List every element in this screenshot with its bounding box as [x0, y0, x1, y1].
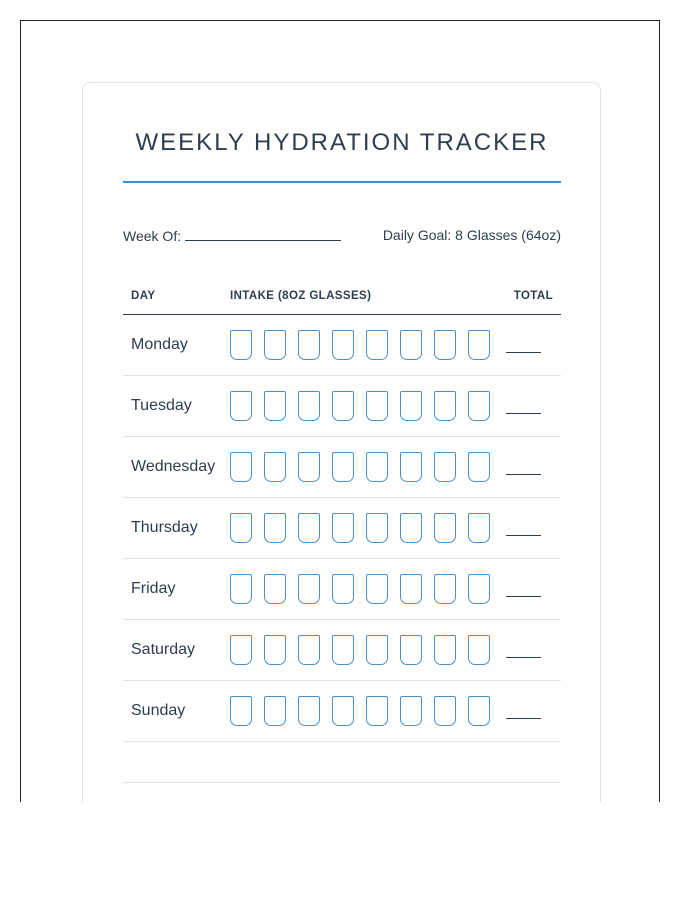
header-total: TOTAL — [513, 290, 553, 302]
day-label: Monday — [131, 336, 188, 353]
week-of — [123, 226, 341, 244]
day-label: Sunday — [131, 702, 186, 719]
glass-checkbox-icon[interactable] — [434, 513, 456, 543]
page-frame — [20, 20, 660, 802]
week-of-field[interactable] — [185, 226, 341, 241]
glass-checkbox-icon[interactable] — [366, 513, 388, 543]
glass-checkbox-icon[interactable] — [366, 574, 388, 604]
glass-checkbox-icon[interactable] — [366, 391, 388, 421]
title-divider — [123, 181, 561, 183]
glass-checkbox-icon[interactable] — [468, 696, 490, 726]
day-label: Tuesday — [131, 397, 192, 414]
glass-checkbox-icon[interactable] — [434, 391, 456, 421]
glass-checkbox-icon[interactable] — [230, 513, 252, 543]
glass-checkbox-icon[interactable] — [468, 330, 490, 360]
day-label: Saturday — [131, 641, 196, 658]
glass-checkbox-icon[interactable] — [434, 696, 456, 726]
meta-row — [123, 226, 561, 244]
glass-checkbox-icon[interactable] — [230, 696, 252, 726]
glass-checkbox-icon[interactable] — [298, 513, 320, 543]
total-field[interactable] — [506, 351, 541, 353]
total-field[interactable] — [506, 717, 541, 719]
glasses-group — [230, 574, 506, 604]
glass-checkbox-icon[interactable] — [434, 635, 456, 665]
glass-checkbox-icon[interactable] — [468, 452, 490, 482]
total-field[interactable] — [506, 473, 541, 475]
glass-checkbox-icon[interactable] — [298, 330, 320, 360]
table-row — [123, 620, 561, 681]
total-field[interactable] — [506, 534, 541, 536]
table-row — [123, 315, 561, 376]
glasses-group — [230, 696, 506, 726]
glass-checkbox-icon[interactable] — [230, 330, 252, 360]
glass-checkbox-icon[interactable] — [400, 696, 422, 726]
week-of-label: Week Of: — [123, 228, 182, 244]
glass-checkbox-icon[interactable] — [400, 330, 422, 360]
glass-checkbox-icon[interactable] — [332, 330, 354, 360]
glass-checkbox-icon[interactable] — [400, 635, 422, 665]
table-row — [123, 437, 561, 498]
glass-checkbox-icon[interactable] — [434, 574, 456, 604]
glass-checkbox-icon[interactable] — [366, 330, 388, 360]
glass-checkbox-icon[interactable] — [468, 574, 490, 604]
table-body — [123, 315, 561, 742]
glass-checkbox-icon[interactable] — [298, 452, 320, 482]
day-label: Friday — [131, 580, 176, 597]
day-label: Thursday — [131, 519, 198, 536]
glass-checkbox-icon[interactable] — [366, 696, 388, 726]
glass-checkbox-icon[interactable] — [468, 391, 490, 421]
glasses-group — [230, 452, 506, 482]
glass-checkbox-icon[interactable] — [332, 574, 354, 604]
total-field[interactable] — [506, 656, 541, 658]
glass-checkbox-icon[interactable] — [434, 452, 456, 482]
table-row — [123, 376, 561, 437]
glass-checkbox-icon[interactable] — [264, 391, 286, 421]
glass-checkbox-icon[interactable] — [264, 696, 286, 726]
glass-checkbox-icon[interactable] — [332, 513, 354, 543]
glasses-group — [230, 513, 506, 543]
tracker-card — [82, 82, 601, 802]
total-field[interactable] — [506, 412, 541, 414]
glass-checkbox-icon[interactable] — [366, 452, 388, 482]
total-field[interactable] — [506, 595, 541, 597]
glass-checkbox-icon[interactable] — [264, 574, 286, 604]
glass-checkbox-icon[interactable] — [400, 574, 422, 604]
glass-checkbox-icon[interactable] — [264, 513, 286, 543]
header-day: DAY — [131, 290, 156, 302]
glasses-group — [230, 391, 506, 421]
glasses-group — [230, 330, 506, 360]
header-intake: INTAKE (8OZ GLASSES) — [230, 290, 372, 302]
table-row — [123, 498, 561, 559]
glass-checkbox-icon[interactable] — [468, 635, 490, 665]
glass-checkbox-icon[interactable] — [400, 513, 422, 543]
glass-checkbox-icon[interactable] — [468, 513, 490, 543]
glass-checkbox-icon[interactable] — [332, 391, 354, 421]
table-header — [123, 278, 561, 315]
table-row — [123, 681, 561, 742]
glass-checkbox-icon[interactable] — [298, 574, 320, 604]
glass-checkbox-icon[interactable] — [332, 696, 354, 726]
glass-checkbox-icon[interactable] — [332, 635, 354, 665]
glasses-group — [230, 635, 506, 665]
glass-checkbox-icon[interactable] — [400, 391, 422, 421]
glass-checkbox-icon[interactable] — [298, 391, 320, 421]
glass-checkbox-icon[interactable] — [366, 635, 388, 665]
glass-checkbox-icon[interactable] — [230, 452, 252, 482]
glass-checkbox-icon[interactable] — [298, 635, 320, 665]
page-title: WEEKLY HYDRATION TRACKER — [135, 129, 549, 156]
glass-checkbox-icon[interactable] — [332, 452, 354, 482]
glass-checkbox-icon[interactable] — [264, 635, 286, 665]
glass-checkbox-icon[interactable] — [298, 696, 320, 726]
glass-checkbox-icon[interactable] — [434, 330, 456, 360]
glass-checkbox-icon[interactable] — [264, 452, 286, 482]
glass-checkbox-icon[interactable] — [264, 330, 286, 360]
empty-row — [123, 742, 561, 783]
glass-checkbox-icon[interactable] — [230, 635, 252, 665]
daily-goal: Daily Goal: 8 Glasses (64oz) — [382, 227, 561, 243]
glass-checkbox-icon[interactable] — [230, 574, 252, 604]
glass-checkbox-icon[interactable] — [400, 452, 422, 482]
glass-checkbox-icon[interactable] — [230, 391, 252, 421]
day-label: Wednesday — [131, 458, 216, 475]
table-row — [123, 559, 561, 620]
